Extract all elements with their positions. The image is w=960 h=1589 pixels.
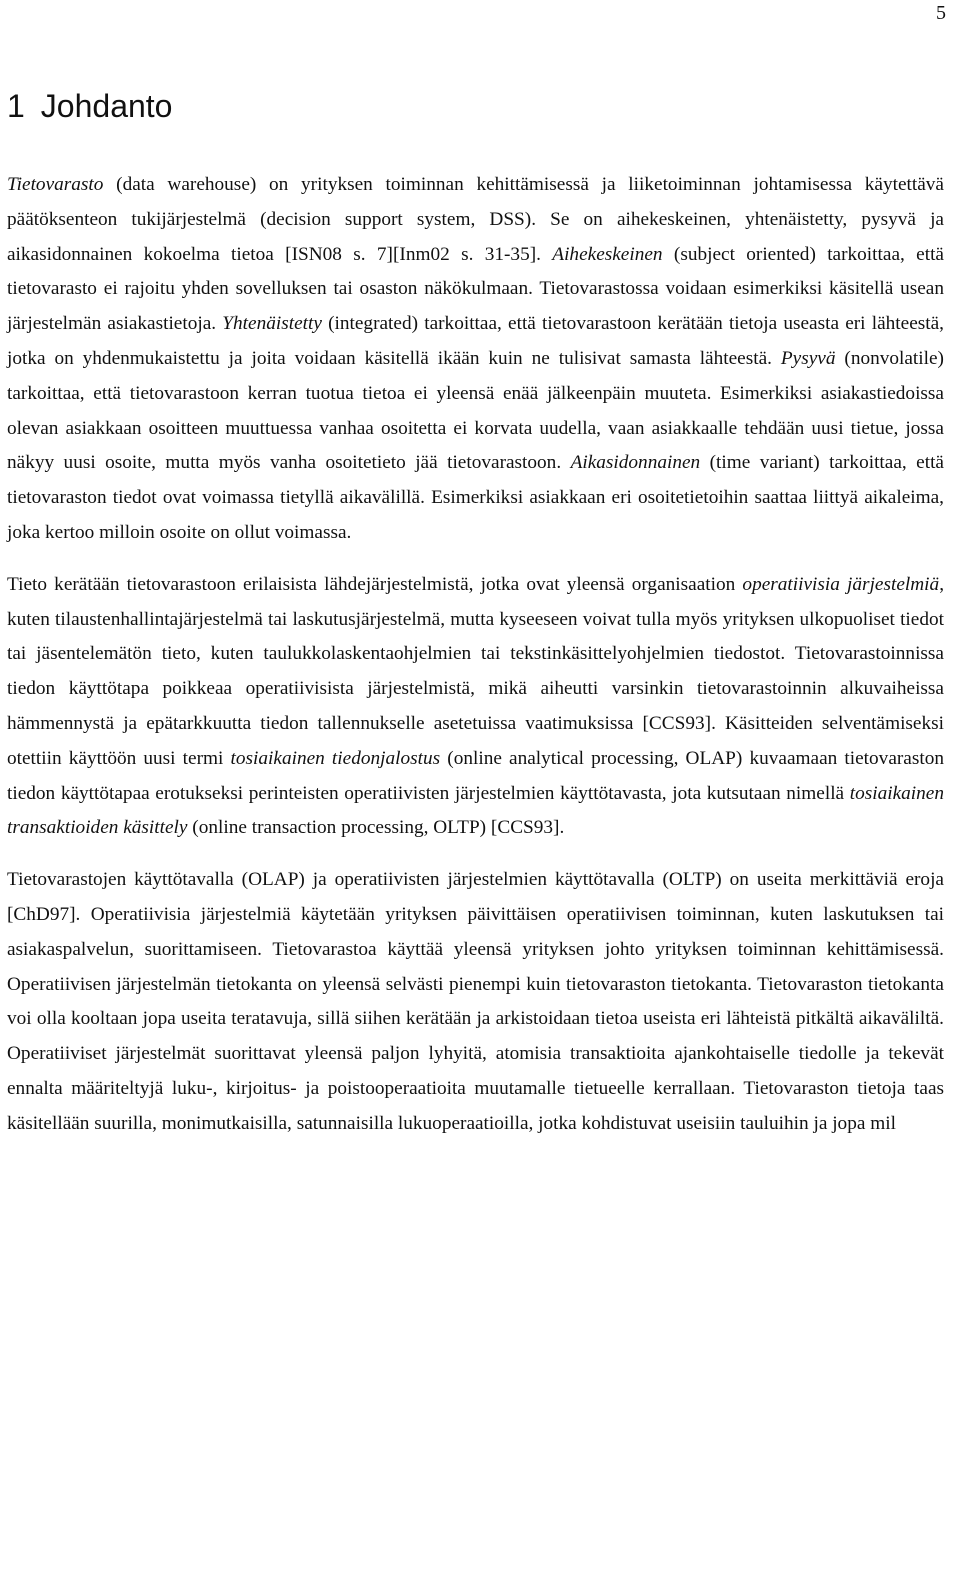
chapter-heading <box>7 86 172 126</box>
chapter-title: Johdanto <box>40 88 173 124</box>
body-text <box>7 168 944 1159</box>
chapter-number: 1 <box>7 88 25 124</box>
italic-term: tosiaikainen transaktioiden käsittely <box>7 782 944 839</box>
text-run: , kuten tilaustenhallintajärjestelmä tai laskutusjärjestelmä, mutta kyseeseen voivat tulla myös yrityksen ulkopuoliset tiedot tai jäsentelemätön tieto, kuten taulukkolaskentaohjelmien tai tekstinkäsittelyohjelmien tiedostot. Tietovarastoinnissa tiedon käyttötapa poikkeaa operatiivisista järjestelmistä, mikä aiheutti varsinkin tietovarastoinnin alkuvaiheissa hämmennystä ja epätarkkuutta tiedon tallennukselle asetetuissa vaatimuksissa [CCS93]. Käsitteiden selventämiseksi otettiin käyttöön uusi termi <box>7 573 945 769</box>
italic-term: Aihekeskeinen <box>552 243 663 265</box>
page-number: 5 <box>936 2 946 24</box>
italic-term: Yhtenäistetty <box>222 313 322 335</box>
text-run: (time variant) tarkoittaa, että tietovaraston tiedot ovat voimassa tietyllä aikavälillä. Esimerkiksi asiakkaan eri osoitetietoihin saattaa liittyä aikaleima, joka kertoo milloin osoite on ollut voimassa. <box>7 452 944 543</box>
paragraph <box>7 863 944 1141</box>
paragraph <box>7 168 944 551</box>
text-run: (online analytical processing, OLAP) kuvaamaan tietovaraston tiedon käyttötapaa erotukseksi perinteisten operatiivisten järjestelmien käyttötavasta, jota kutsutaan nimellä <box>7 747 944 804</box>
italic-term: tosiaikainen tiedonjalostus <box>230 747 441 769</box>
text-run: (integrated) tarkoittaa, että tietovarastoon kerätään tietoja useasta eri lähteestä, jotka on yhdenmukaistettu ja joita voidaan käsitellä ikään kuin ne tulisivat samasta lähteestä. <box>7 313 944 369</box>
paragraph <box>7 568 944 846</box>
italic-term: Tietovarasto <box>7 174 104 195</box>
text-run: (subject oriented) tarkoittaa, että tietovarasto ei rajoitu yhden sovelluksen tai osaston näkökulmaan. Tietovarastossa voidaan esimerkiksi käsitellä usean järjestelmän asiakastietoja. <box>7 243 944 335</box>
italic-term: Pysyvä <box>780 347 836 369</box>
italic-term: operatiivisia järjestelmiä <box>742 573 940 595</box>
text-run: Tietovarastojen käyttötavalla (OLAP) ja operatiivisten järjestelmien käyttötavalla (OLTP) on useita merkittäviä eroja [ChD97]. Operatiivisia järjestelmiä käytetään yrityksen päivittäisen operatiivisen toiminnan, kuten laskutuksen tai asiakaspalvelun, suorittamiseen. Tietovarastoa käyttää yleensä yrityksen johto yrityksen toiminnan kehittämisessä. Operatiivisen järjestelmän tietokanta on yleensä selvästi pienempi kuin tietovaraston tietokanta. Tietovaraston tietokanta voi olla kooltaan jopa useita teratavuja, sillä siihen kerätään ja arkistoidaan tietoa useista eri lähteistä pitkältä aikaväliltä. Operatiiviset järjestelmät suorittavat yleensä paljon lyhyitä, atomisia transaktioita ajankohtaiselle tiedolle ja tekevät ennalta määriteltyjä luku-, kirjoitus- ja poistooperaatioita muutamalle tietueelle kerrallaan. Tietovaraston tietoja taas käsitellään suurilla, monimutkaisilla, satunnaisilla lukuoperaatioilla, jotka kohdistuvat useisiin tauluihin ja jopa mil <box>7 869 944 1134</box>
text-run: Tieto kerätään tietovarastoon erilaisista lähdejärjestelmistä, jotka ovat yleensä organisaation <box>7 573 743 595</box>
text-run: (nonvolatile) tarkoittaa, että tietovarastoon kerran tuotua tietoa ei yleensä enää jälkeenpäin muuteta. Esimerkiksi asiakastiedoissa olevan asiakkaan osoitteen muuttuessa vanhaa osoitetta ei korvata uudella, vaan asiakkaalle tehdään uusi tietue, jossa näkyy uusi osoite, mutta myös vanha osoitetieto jää tietovarastoon. <box>7 347 944 474</box>
text-run: (data warehouse) on yrityksen toiminnan kehittämisessä ja liiketoiminnan johtamisessa käytettävä päätöksenteon tukijärjestelmä (decision support system, DSS). Se on aihekeskeinen, yhtenäistetty, pysyvä ja aikasidonnainen kokoelma tietoa [ISN08 s. 7][Inm02 s. 31-35]. <box>7 174 944 265</box>
italic-term: Aikasidonnainen <box>570 452 701 474</box>
text-run: (online transaction processing, OLTP) [CCS93]. <box>187 817 565 839</box>
